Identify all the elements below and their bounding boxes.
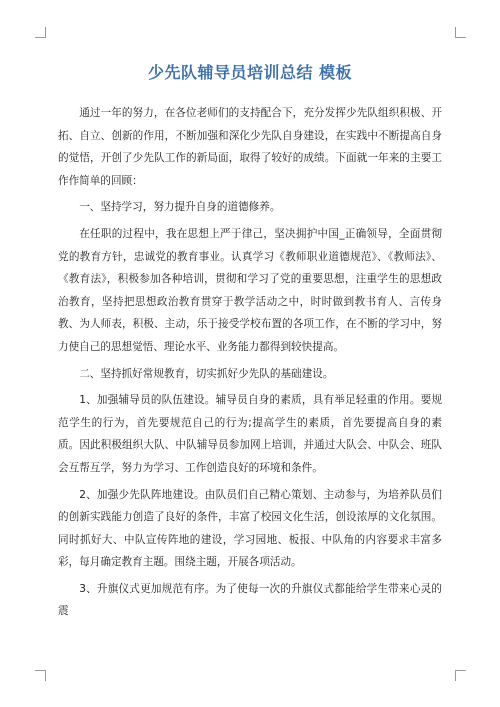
section-heading-2: 二、坚持抓好常规教育，切实抓好少先队的基础建设。: [79, 367, 334, 380]
section-heading-1: 一、坚持学习，努力提升自身的道德修养。: [79, 201, 281, 214]
crop-mark-bottom-left: [35, 670, 46, 681]
document-title: 少先队辅导员培训总结 模板: [147, 63, 353, 82]
paragraph-item-3: 3、升旗仪式更加规范有序。为了使每一次的升旗仪式都能给学生带来心灵的震: [58, 582, 442, 618]
document-body: [58, 102, 442, 627]
paragraph-item-2: 2、加强少先队阵地建设。由队员们自己精心策划、主动参与，为培养队员们的创新实践能力创造了良好的条件，丰富了校园文化生活，创设浓厚的文化氛围。同时抓好大、中队宣传阵地的建设，学习园地、板报、中队角的内容要求丰富多彩，每月确定教育主题。围绕主题，开展各项活动。: [58, 488, 442, 569]
crop-mark-top-left: [35, 27, 46, 38]
crop-mark-bottom-right: [455, 670, 466, 681]
paragraph-item-1: 1、加强辅导员的队伍建设。辅导员自身的素质，具有举足轻重的作用。要规范学生的行为，首先要规范自己的行为;提高学生的素质，首先要提高自身的素质。因此积极组织大队、中队辅导员参加网上培训，并通过大队会、中队会、班队会互帮互学，努力为学习、工作创造良好的环境和条件。: [58, 394, 442, 474]
paragraph-study: 在任职的过程中，我在思想上严于律己，坚决拥护中国_正确领导，全面贯彻党的教育方针，忠诚党的教育事业。认真学习《教师职业道德规范》、《教师法》、《教育法》，积极参加各种培训，贯彻和学习了党的重要思想，注重学生的思想政治教育，坚持把思想政治教育贯穿于教学活动之中，时时做到教书育人、言传身教、为人师表，积极、主动，乐于接受学校布置的各项工作，在不断的学习中，努力使自己的思想觉悟、理论水平、业务能力都得到较快提高。: [58, 227, 442, 353]
paragraph-intro: 通过一年的努力，在各位老师们的支持配合下，充分发挥少先队组织积极、开拓、自立、创新的作用，不断加强和深化少先队自身建设，在实践中不断提高自身的觉悟，开创了少先队工作的新局面，取得了较好的成绩。下面就一年来的主要工作作简单的回顾：: [58, 107, 442, 187]
crop-mark-top-right: [455, 27, 466, 38]
